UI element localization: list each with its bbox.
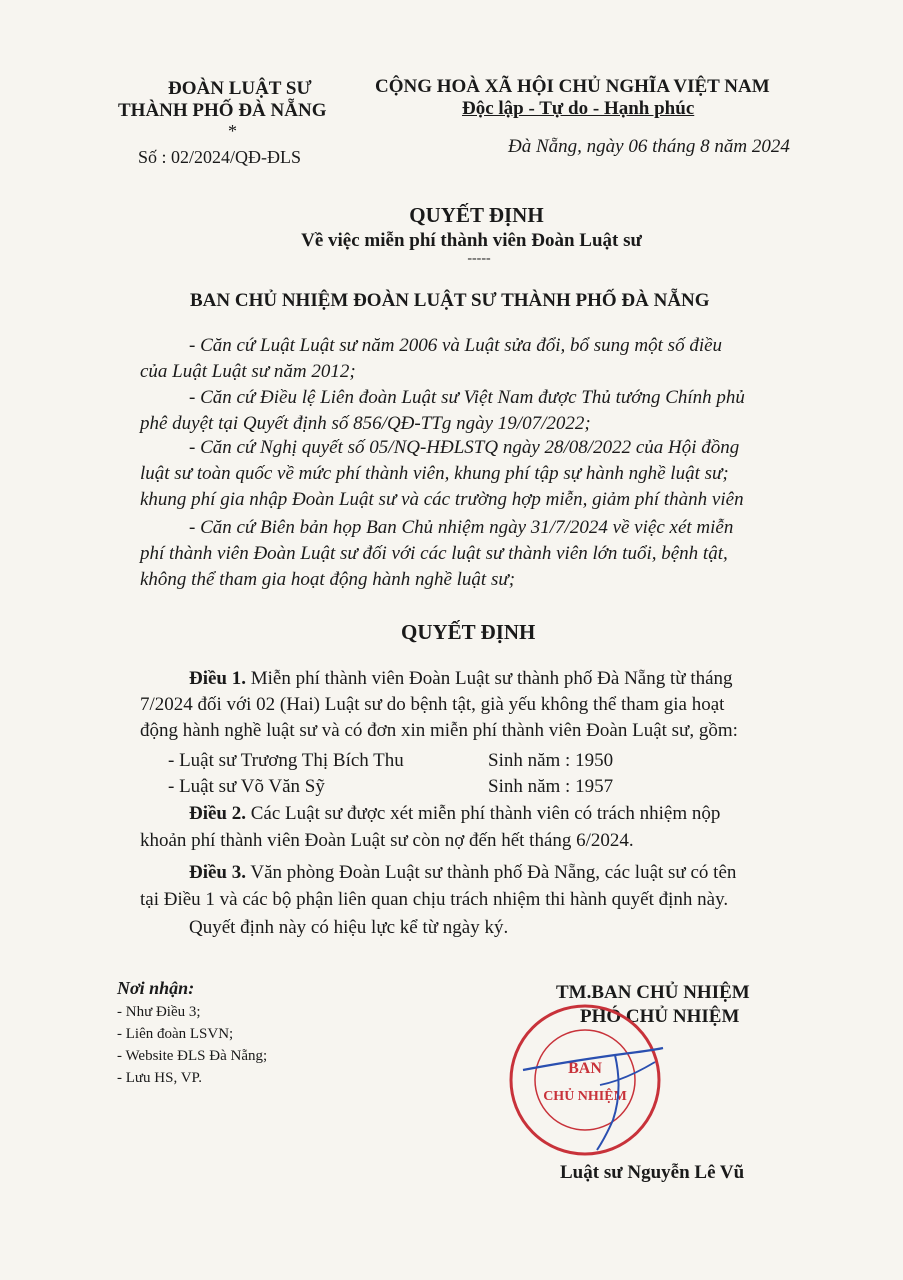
- signature-stroke: [600, 1062, 655, 1085]
- recipients-heading: Nơi nhận:: [117, 978, 195, 998]
- basis-line: phí thành viên Đoàn Luật sư đối với các luật sư thành viên lớn tuổi, bệnh tật,: [140, 543, 728, 564]
- org-name-line2: THÀNH PHỐ ĐÀ NẴNG: [118, 100, 327, 121]
- article-3-label: Điều 3.: [189, 862, 246, 883]
- basis-line: - Căn cứ Biên bản họp Ban Chủ nhiệm ngày 31/7/2024 về việc xét miễn: [189, 517, 734, 538]
- article-1-label: Điều 1.: [189, 668, 246, 689]
- stamp-center-text-2: CHỦ NHIỆM: [543, 1089, 627, 1104]
- article-1-line3: động hành nghề luật sư và có đơn xin miễn phí thành viên Đoàn Luật sư, gồm:: [140, 720, 738, 741]
- decision-heading: QUYẾT ĐỊNH: [401, 620, 536, 644]
- article-1-text: Miễn phí thành viên Đoàn Luật sư thành phố Đà Nẵng từ tháng: [246, 668, 733, 689]
- doc-number: Số : 02/2024/QĐ-ĐLS: [138, 147, 302, 167]
- effect-statement: Quyết định này có hiệu lực kể từ ngày ký.: [189, 917, 509, 938]
- document-subtitle: Về việc miễn phí thành viên Đoàn Luật sư: [301, 230, 642, 251]
- lawyer-name: - Luật sư Trương Thị Bích Thu: [168, 750, 404, 771]
- article-3-line1: [189, 862, 736, 884]
- basis-line: luật sư toàn quốc về mức phí thành viên, khung phí tập sự hành nghề luật sư;: [140, 463, 729, 484]
- recipient-item: - Liên đoàn LSVN;: [117, 1026, 234, 1042]
- org-name-line1: ĐOÀN LUẬT SƯ: [168, 78, 312, 99]
- article-2-line1: [189, 803, 720, 825]
- recipient-item: - Website ĐLS Đà Nẵng;: [117, 1048, 268, 1064]
- official-stamp: [505, 1000, 665, 1160]
- article-3-line2: tại Điều 1 và các bộ phận liên quan chịu trách nhiệm thi hành quyết định này.: [140, 889, 729, 910]
- signer-name: Luật sư Nguyễn Lê Vũ: [560, 1162, 745, 1183]
- article-2-label: Điều 2.: [189, 803, 246, 824]
- basis-line: - Căn cứ Điều lệ Liên đoàn Luật sư Việt Nam được Thủ tướng Chính phủ: [189, 387, 745, 408]
- lawyer-birth: Sinh năm : 1957: [488, 776, 614, 797]
- article-2-text: Các Luật sư được xét miễn phí thành viên có trách nhiệm nộp: [246, 803, 721, 824]
- basis-line: của Luật Luật sư năm 2012;: [140, 361, 356, 382]
- lawyer-name: - Luật sư Võ Văn Sỹ: [168, 776, 325, 797]
- article-3-text: Văn phòng Đoàn Luật sư thành phố Đà Nẵng, các luật sư có tên: [246, 862, 737, 883]
- document-title: QUYẾT ĐỊNH: [409, 203, 544, 227]
- basis-line: - Căn cứ Nghị quyết số 05/NQ-HĐLSTQ ngày 28/08/2022 của Hội đồng: [189, 437, 740, 458]
- basis-line: khung phí gia nhập Đoàn Luật sư và các trường hợp miễn, giảm phí thành viên: [140, 489, 744, 510]
- basis-line: không thể tham gia hoạt động hành nghề luật sư;: [140, 569, 516, 590]
- title-divider: -----: [467, 251, 491, 266]
- basis-line: - Căn cứ Luật Luật sư năm 2006 và Luật sửa đổi, bổ sung một số điều: [189, 335, 723, 356]
- article-1-line2: 7/2024 đối với 02 (Hai) Luật sư do bệnh tật, già yếu không thể tham gia hoạt: [140, 694, 725, 715]
- stamp-center-text-1: BAN: [568, 1060, 602, 1077]
- recipient-item: - Như Điều 3;: [117, 1004, 201, 1020]
- basis-line: phê duyệt tại Quyết định số 856/QĐ-TTg ngày 19/07/2022;: [140, 413, 591, 434]
- signature-title-2: PHÓ CHỦ NHIỆM: [580, 1006, 740, 1027]
- issuing-authority: BAN CHỦ NHIỆM ĐOÀN LUẬT SƯ THÀNH PHỐ ĐÀ NẴNG: [190, 290, 710, 311]
- lawyer-birth: Sinh năm : 1950: [488, 750, 614, 771]
- signature-title-1: TM.BAN CHỦ NHIỆM: [556, 982, 750, 1003]
- stamp-outer-ring: [511, 1006, 659, 1154]
- org-star: *: [228, 121, 237, 141]
- article-1-line1: [189, 668, 733, 690]
- nation-title: CỘNG HOÀ XÃ HỘI CHỦ NGHĨA VIỆT NAM: [375, 76, 770, 97]
- date-line: Đà Nẵng, ngày 06 tháng 8 năm 2024: [508, 136, 790, 157]
- recipient-item: - Lưu HS, VP.: [117, 1070, 202, 1086]
- nation-motto: Độc lập - Tự do - Hạnh phúc: [462, 98, 695, 119]
- article-2-line2: khoản phí thành viên Đoàn Luật sư còn nợ đến hết tháng 6/2024.: [140, 830, 634, 851]
